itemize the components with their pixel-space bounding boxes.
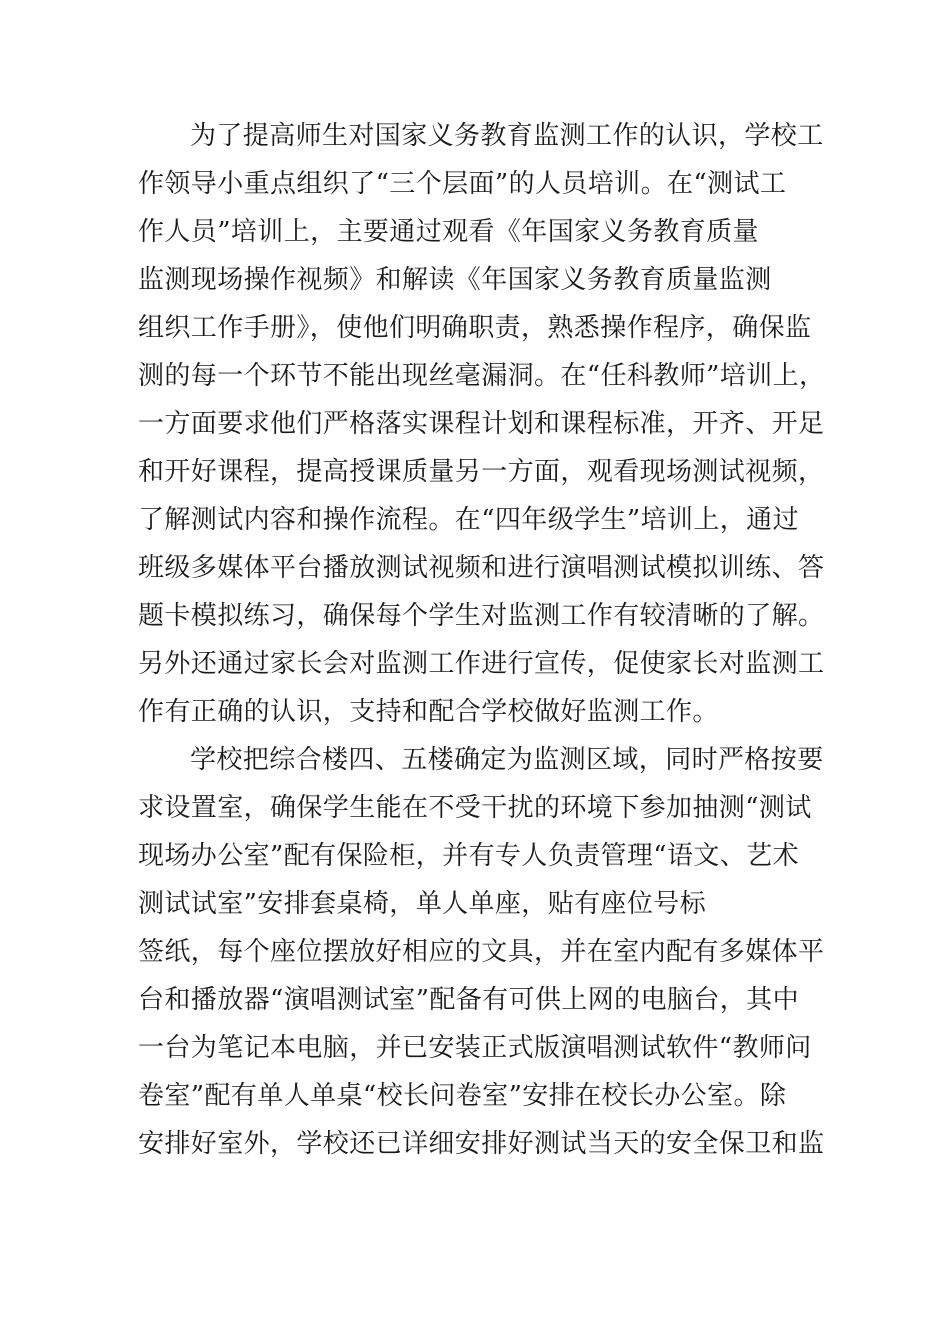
paragraph-2-line-9: 安排好室外，学校还已详细安排好测试当天的安全保卫和监 (138, 1129, 825, 1159)
paragraph-1-line-7: 一方面要求他们严格落实课程计划和课程标准，开齐、开足 (138, 409, 825, 439)
paragraph-1-line-8: 和开好课程，提高授课质量另一方面，观看现场测试视频， (138, 457, 825, 487)
paragraph-1-line-3: 作人员”培训上，主要通过观看《年国家义务教育质量 (138, 217, 759, 247)
paragraph-2-line-5: 签纸，每个座位摆放好相应的文具，并在室内配有多媒体平 (138, 937, 825, 967)
paragraph-2-line-4: 测试试室”安排套桌椅，单人单座，贴有座位号标 (138, 889, 707, 919)
body-text (138, 112, 838, 1168)
paragraph-1-line-11: 题卡模拟练习，确保每个学生对监测工作有较清晰的了解。 (138, 601, 825, 631)
paragraph-1-line-13: 作有正确的认识，支持和配合学校做好监测工作。 (138, 697, 719, 727)
paragraph-1-line-12: 另外还通过家长会对监测工作进行宣传，促使家长对监测工 (138, 649, 825, 679)
paragraph-2-line-6: 台和播放器“演唱测试室”配备有可供上网的电脑台，其中 (138, 985, 799, 1015)
paragraph-2-line-2: 求设置室，确保学生能在不受干扰的环境下参加抽测“测试 (138, 793, 812, 823)
paragraph-2-line-8: 卷室”配有单人单桌“校长问卷室”安排在校长办公室。除 (138, 1081, 787, 1111)
paragraph-1-line-4: 监测现场操作视频》和解读《年国家义务教育质量监测 (138, 265, 772, 295)
paragraph-1-line-10: 班级多媒体平台播放测试视频和进行演唱测试模拟训练、答 (138, 553, 825, 583)
paragraph-2-line-3: 现场办公室”配有保险柜，并有专人负责管理“语文、艺术 (138, 841, 799, 871)
paragraph-1-line-9: 了解测试内容和操作流程。在“四年级学生”培训上，通过 (138, 505, 799, 535)
paragraph-2-line-7: 一台为笔记本电脑，并已安装正式版演唱测试软件“教师问 (138, 1033, 812, 1063)
paragraph-1-line-5: 组织工作手册》，使他们明确职责，熟悉操作程序，确保监 (138, 313, 812, 343)
paragraph-2-line-1: 学校把综合楼四、五楼确定为监测区域，同时严格按要 (190, 745, 824, 775)
paragraph-1-line-6: 测的每一个环节不能出现丝毫漏洞。在“任科教师”培训上， (138, 361, 826, 391)
paragraph-1-line-2: 作领导小重点组织了“三个层面”的人员培训。在“测试工 (138, 169, 787, 199)
paragraph-1-line-1: 为了提高师生对国家义务教育监测工作的认识，学校工 (190, 121, 824, 151)
